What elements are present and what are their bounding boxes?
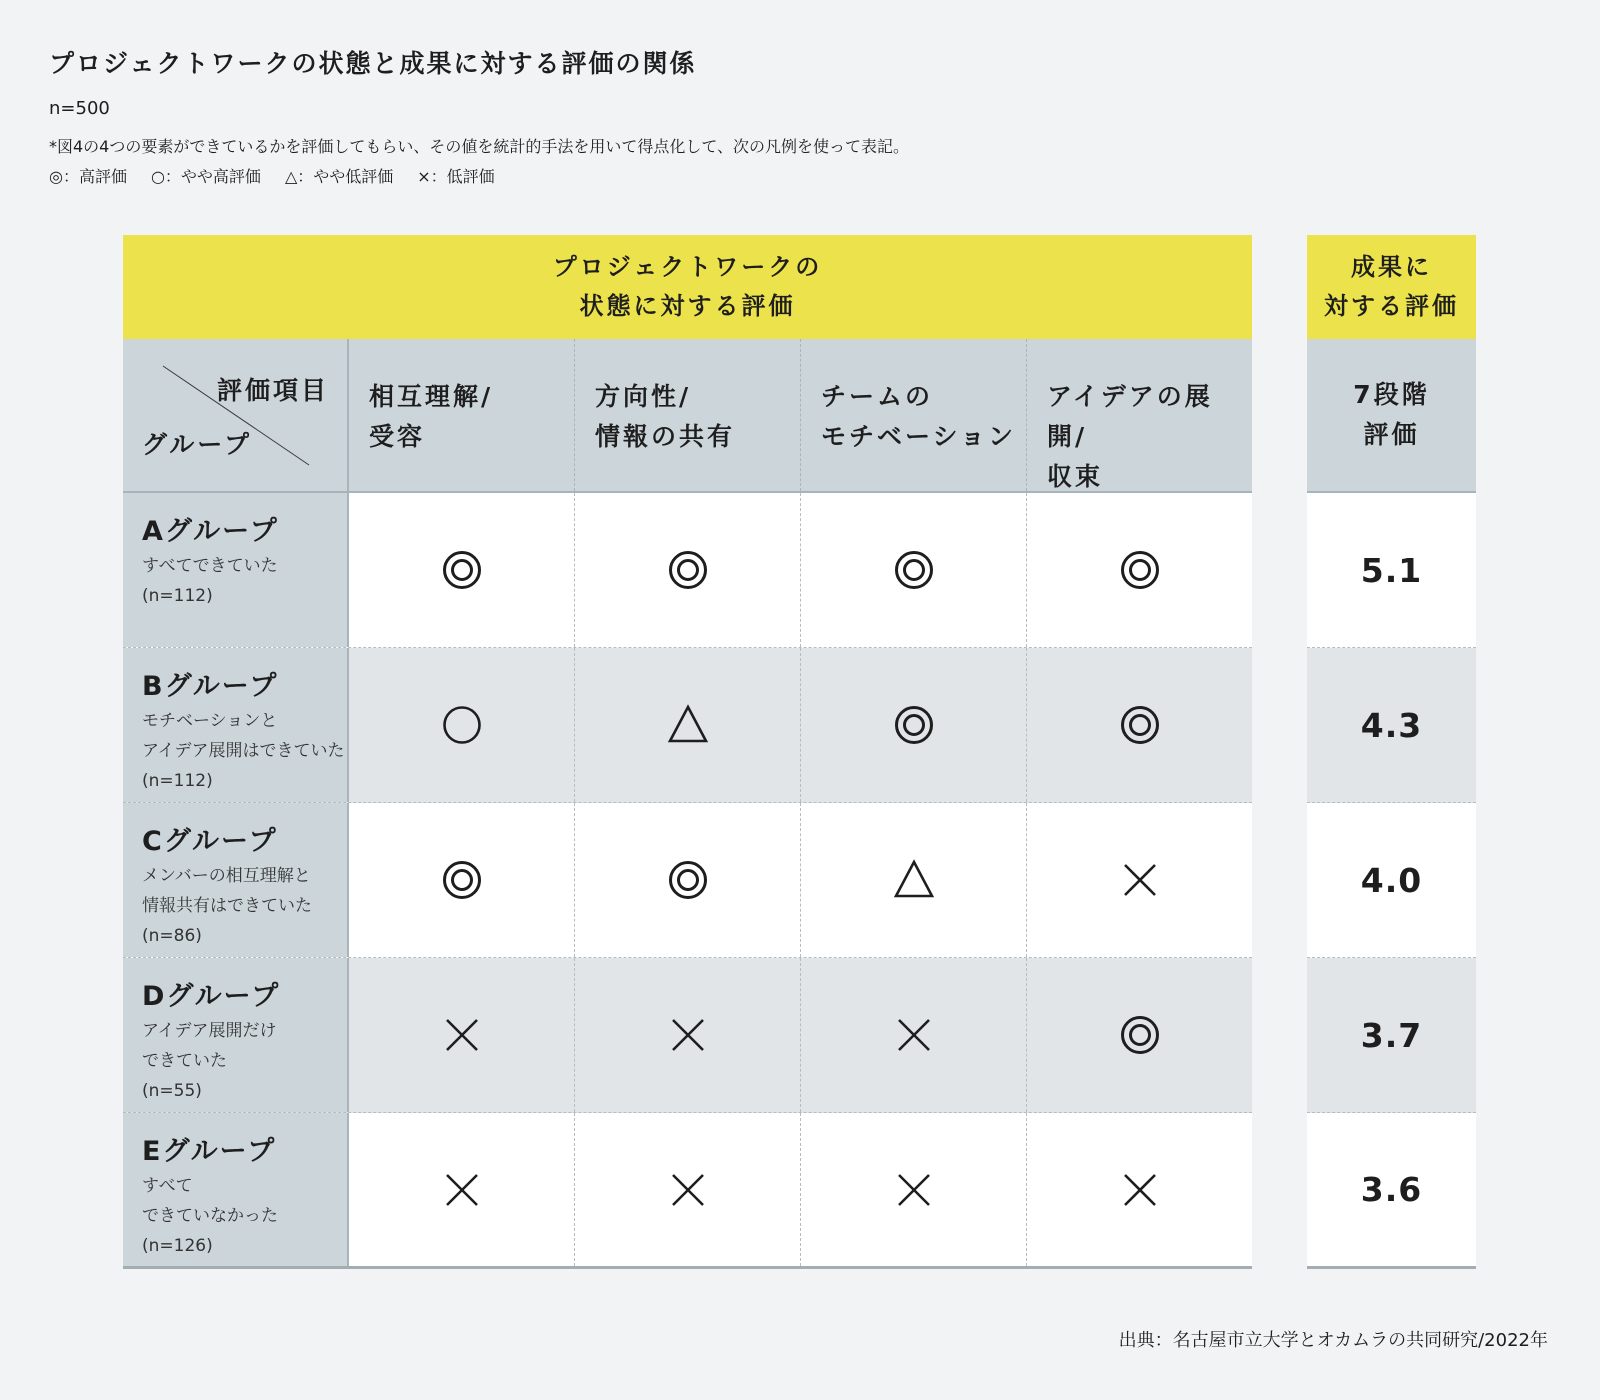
- cross-mark: [666, 1168, 710, 1212]
- column-header-row: [123, 339, 1252, 493]
- table-row: [123, 803, 1252, 958]
- score-column-header: [1307, 339, 1476, 493]
- column-header-line: 受容: [369, 422, 426, 451]
- score-cell: 3.6: [1307, 1113, 1476, 1269]
- column-header-idea-development: [1027, 339, 1252, 491]
- column-header-mutual-understanding: [349, 339, 575, 491]
- rating-cell: [575, 648, 801, 802]
- diagonal-divider: [123, 339, 349, 493]
- row-header: [123, 1113, 349, 1266]
- group-name: Bグループ: [142, 671, 279, 702]
- double-circle-mark: [892, 703, 936, 747]
- group-desc-line: 情報共有はできていた: [142, 896, 312, 916]
- score-cell: 5.1: [1307, 493, 1476, 648]
- double-circle-mark: [1118, 703, 1162, 747]
- rating-cell: [575, 803, 801, 957]
- column-header-line: チームの: [821, 382, 934, 411]
- group-desc-line: アイデア展開はできていた: [142, 741, 345, 761]
- rating-cell: [1027, 803, 1252, 957]
- rating-cell: [801, 958, 1027, 1112]
- rating-cell: [1027, 958, 1252, 1112]
- rating-cell: [1027, 1113, 1252, 1266]
- group-name: Eグループ: [142, 1136, 277, 1167]
- group-desc-line: (n=126): [142, 1236, 213, 1256]
- state-evaluation-table: [123, 235, 1252, 1271]
- cross-mark: [440, 1013, 484, 1057]
- rating-cell: [575, 1113, 801, 1266]
- header: [49, 44, 1549, 188]
- group-desc-line: (n=86): [142, 926, 202, 946]
- group-desc-line: できていた: [142, 1051, 227, 1071]
- double-circle-mark: [892, 548, 936, 592]
- rating-cell: [1027, 648, 1252, 802]
- rating-cell: [575, 958, 801, 1112]
- cross-mark: [892, 1168, 936, 1212]
- group-desc-line: すべて: [142, 1176, 193, 1196]
- double-circle-mark: [666, 858, 710, 902]
- table-row: [123, 1113, 1252, 1269]
- column-header-direction-sharing: [575, 339, 801, 491]
- corner-cell: [123, 339, 349, 491]
- double-circle-mark: [1118, 548, 1162, 592]
- sample-size: n=500: [49, 98, 110, 119]
- group-desc-line: (n=112): [142, 586, 213, 606]
- legend-item-mid-high: ○：やや高評価: [150, 167, 261, 186]
- rating-cell: [349, 648, 575, 802]
- page-title: プロジェクトワークの状態と成果に対する評価の関係: [49, 49, 697, 78]
- double-circle-mark: [1118, 1013, 1162, 1057]
- group-desc-line: モチベーションと: [142, 711, 278, 731]
- band-line-1: プロジェクトワークの: [552, 253, 823, 281]
- double-circle-mark: [440, 858, 484, 902]
- group-name: Dグループ: [142, 981, 281, 1012]
- column-header-line: アイデアの展開/: [1047, 382, 1213, 451]
- cross-mark: [1118, 1168, 1162, 1212]
- table-row: [123, 648, 1252, 803]
- legend-item-mid-low: △：やや低評価: [284, 167, 394, 186]
- rating-cell: [349, 803, 575, 957]
- row-header: [123, 493, 349, 647]
- table-row: [123, 958, 1252, 1113]
- score-cell: 3.7: [1307, 958, 1476, 1113]
- cross-mark: [1118, 858, 1162, 902]
- triangle-mark: [666, 703, 710, 747]
- double-circle-mark: [440, 548, 484, 592]
- column-header-line: 方向性/: [595, 382, 692, 411]
- corner-label-items: 評価項目: [216, 376, 329, 405]
- corner-label-group: グループ: [142, 430, 253, 459]
- column-header-line: 相互理解/: [369, 382, 494, 411]
- group-desc-line: できていなかった: [142, 1206, 278, 1226]
- rating-cell: [349, 493, 575, 647]
- circle-mark: [440, 703, 484, 747]
- score-cell: 4.3: [1307, 648, 1476, 803]
- outcome-evaluation-table: [1307, 235, 1476, 1271]
- column-header-line: 収束: [1047, 462, 1104, 491]
- row-header: [123, 803, 349, 957]
- band-line-1: 成果に: [1351, 253, 1432, 281]
- legend-item-high: ◎：高評価: [49, 167, 127, 186]
- group-desc-line: すべてできていた: [142, 556, 278, 576]
- outcome-evaluation-band: [1307, 235, 1476, 339]
- group-desc-line: (n=55): [142, 1081, 202, 1101]
- group-name: Cグループ: [142, 826, 278, 857]
- rating-cell: [349, 958, 575, 1112]
- score-header-line: 7段階: [1353, 380, 1430, 409]
- legend: [49, 164, 1549, 188]
- rating-cell: [1027, 493, 1252, 647]
- rating-cell: [801, 1113, 1027, 1266]
- column-header-line: モチベーション: [821, 422, 1017, 451]
- method-note: *図4の4つの要素ができているかを評価してもらい、その値を統計的手法を用いて得点化して、次の凡例を使って表記。: [49, 137, 910, 156]
- group-desc-line: メンバーの相互理解と: [142, 866, 311, 886]
- group-desc-line: アイデア展開だけ: [142, 1021, 277, 1041]
- band-line-2: 状態に対する評価: [579, 292, 796, 320]
- triangle-mark: [892, 858, 936, 902]
- table-row: [123, 493, 1252, 648]
- cross-mark: [892, 1013, 936, 1057]
- source-credit: 出典：名古屋市立大学とオカムラの共同研究/2022年: [1118, 1330, 1548, 1351]
- legend-item-low: ×：低評価: [417, 167, 495, 186]
- column-header-line: 情報の共有: [595, 422, 736, 451]
- rating-cell: [801, 803, 1027, 957]
- column-header-team-motivation: [801, 339, 1027, 491]
- band-line-2: 対する評価: [1324, 292, 1459, 320]
- group-desc-line: (n=112): [142, 771, 213, 791]
- double-circle-mark: [666, 548, 710, 592]
- state-evaluation-band: [123, 235, 1252, 339]
- score-header-line: 評価: [1363, 420, 1420, 449]
- group-name: Aグループ: [142, 516, 279, 547]
- cross-mark: [666, 1013, 710, 1057]
- rating-cell: [349, 1113, 575, 1266]
- rating-cell: [575, 493, 801, 647]
- row-header: [123, 958, 349, 1112]
- row-header: [123, 648, 349, 802]
- cross-mark: [440, 1168, 484, 1212]
- rating-cell: [801, 648, 1027, 802]
- rating-cell: [801, 493, 1027, 647]
- score-cell: 4.0: [1307, 803, 1476, 958]
